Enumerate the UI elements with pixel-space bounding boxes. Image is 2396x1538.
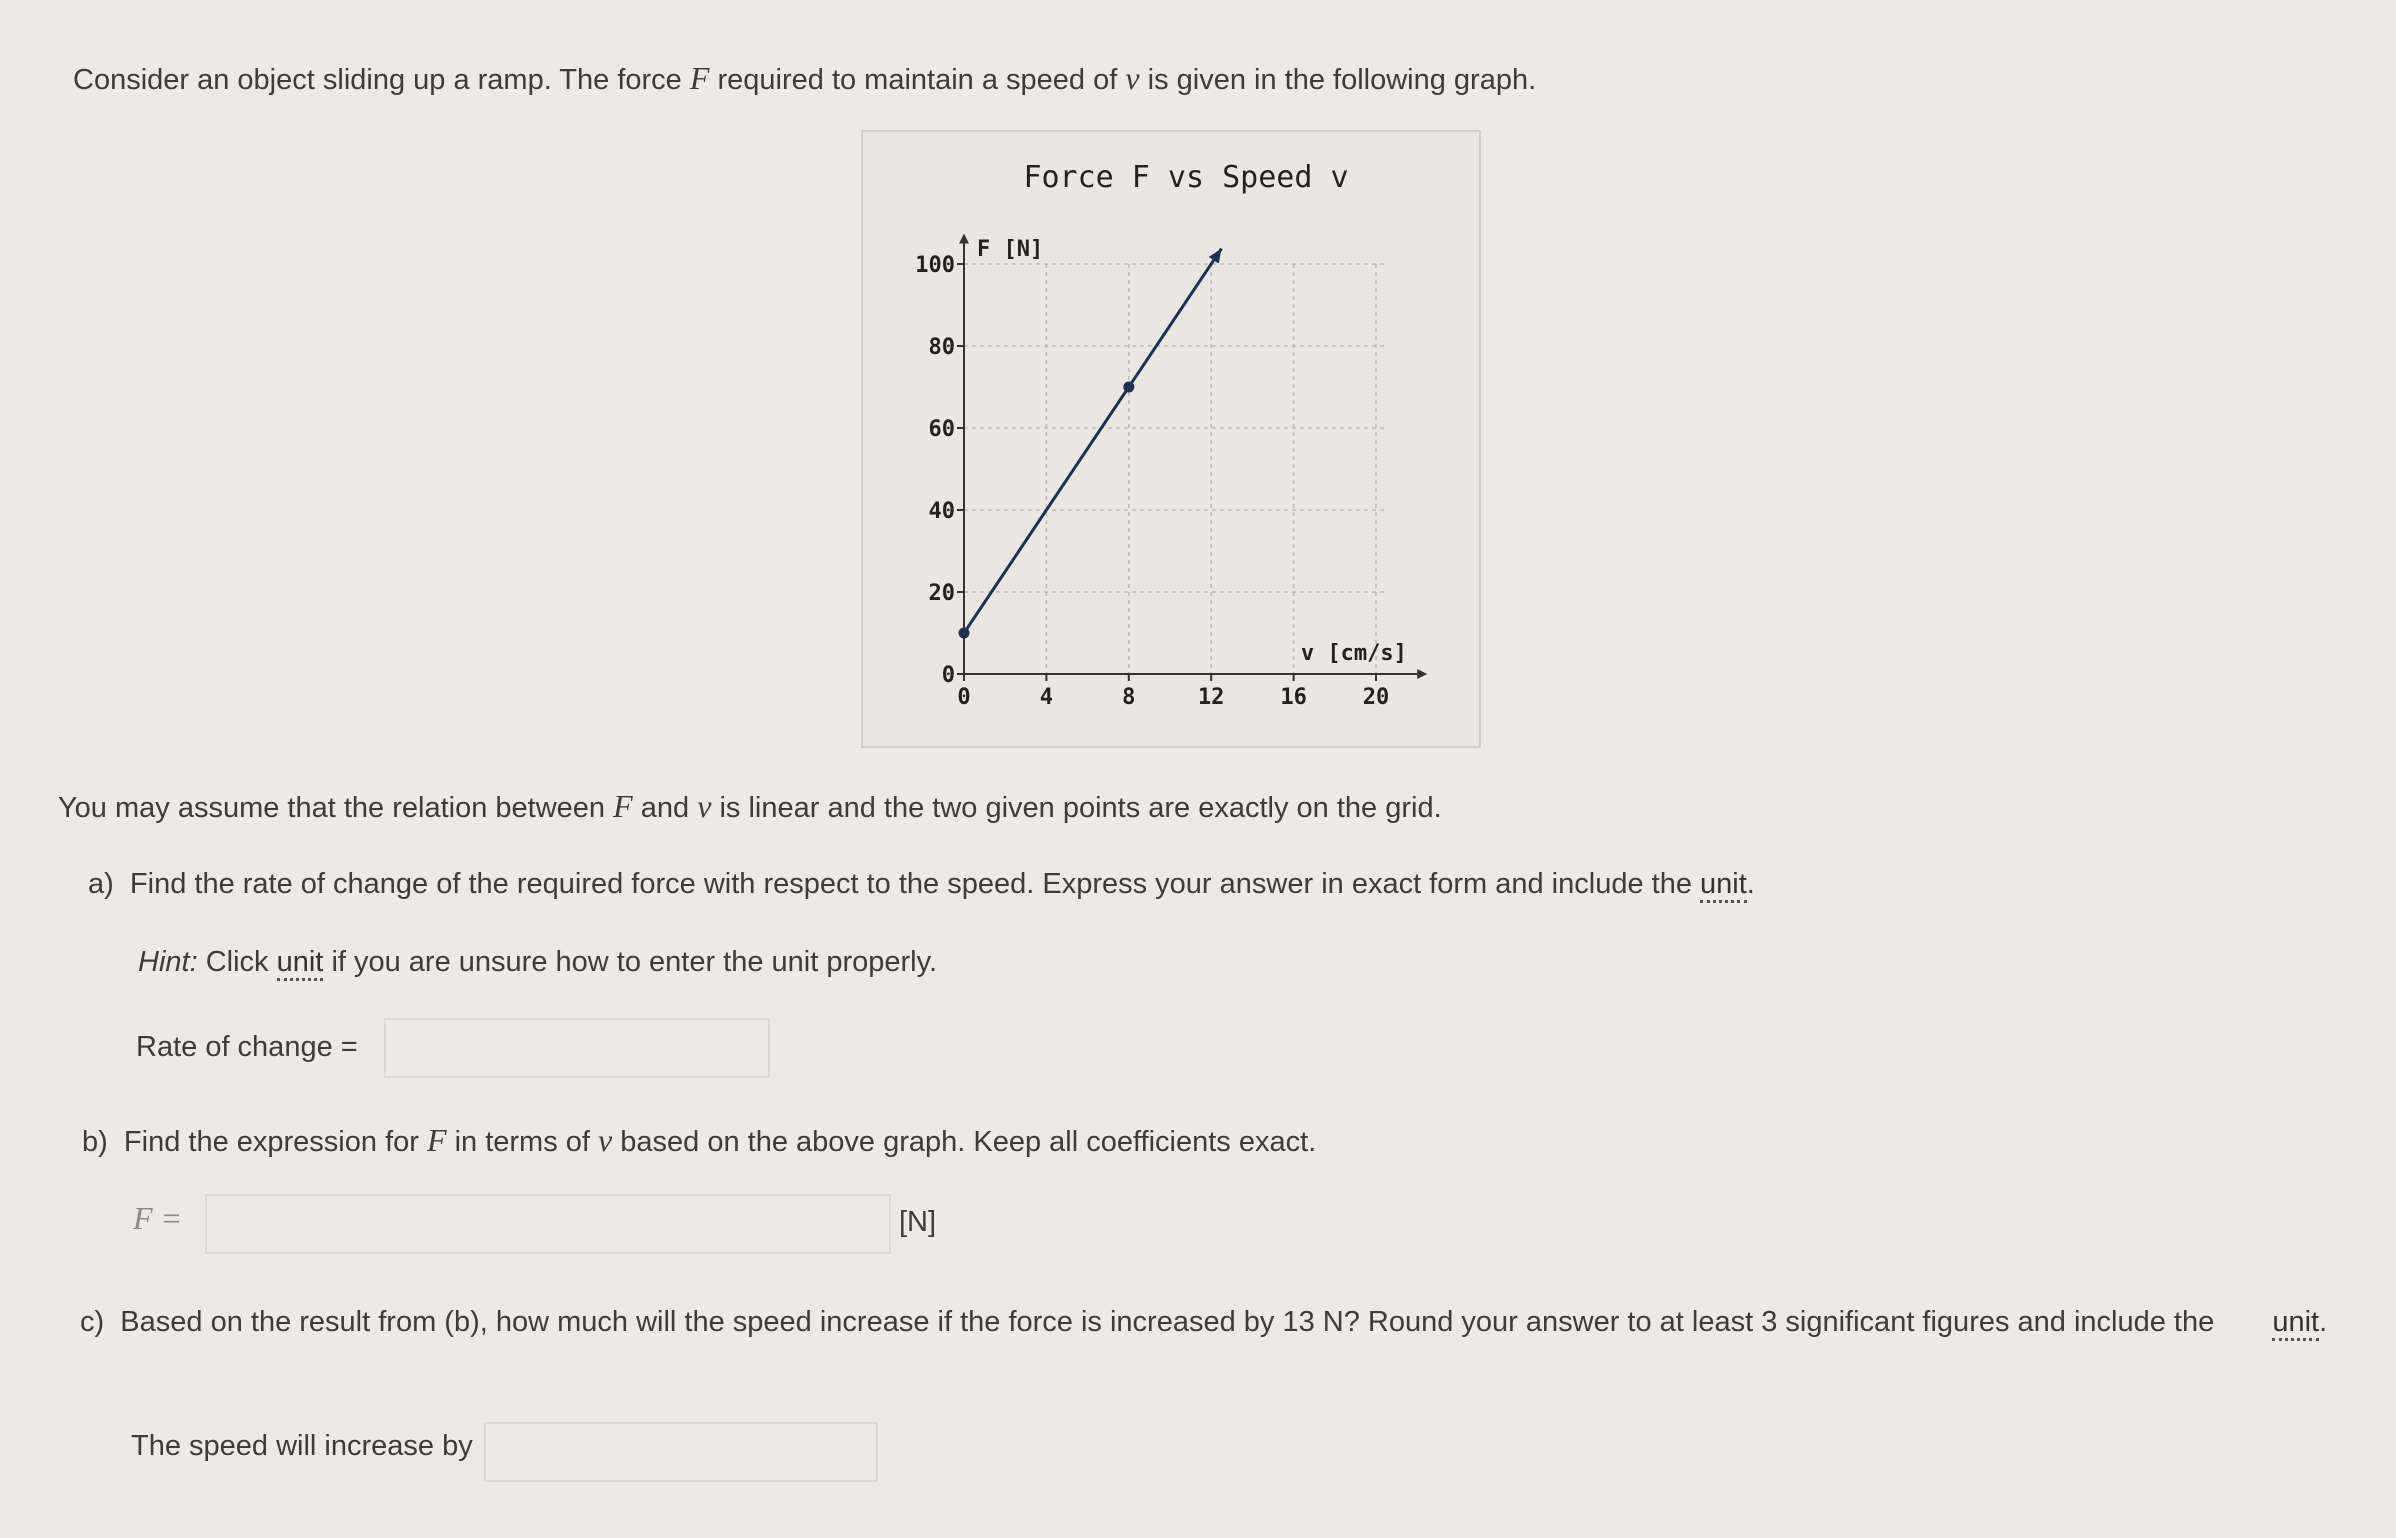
part-b-letter: b): [82, 1126, 108, 1158]
series-arrow-head: [1209, 249, 1222, 264]
x-axis-arrow: [1417, 669, 1427, 679]
force-speed-chart: [863, 132, 1479, 746]
x-tick-label: 0: [957, 685, 971, 710]
var-F: F: [613, 788, 633, 824]
hint-unit-link[interactable]: unit: [277, 946, 324, 981]
part-a-question: [88, 868, 1755, 901]
F-equals-label: F =: [133, 1200, 183, 1236]
y-tick-label: 40: [928, 499, 955, 524]
x-tick-label: 8: [1122, 685, 1136, 710]
part-b-question: [82, 1122, 1316, 1159]
y-tick-label: 100: [915, 253, 955, 278]
chart-title: Force F vs Speed v: [1023, 160, 1349, 195]
y-tick-label: 0: [941, 663, 955, 688]
assumption-part-2: and: [640, 792, 690, 824]
rate-of-change-input[interactable]: [384, 1018, 770, 1078]
part-b-text-pre: Find the expression for: [123, 1126, 419, 1158]
F-expression-input[interactable]: [205, 1194, 891, 1254]
var-v: v: [697, 788, 712, 824]
x-tick-label: 12: [1197, 685, 1225, 710]
part-b-text-post: based on the above graph. Keep all coefficients exact.: [620, 1126, 1317, 1158]
x-tick-label: 16: [1280, 685, 1307, 710]
assumption-part-3: is linear and the two given points are exactly on the grid.: [719, 792, 1442, 824]
x-tick-label: 20: [1362, 685, 1390, 710]
part-c-letter: c): [80, 1306, 105, 1338]
part-a-hint: [138, 946, 937, 979]
part-c-unit-link[interactable]: unit: [2272, 1306, 2319, 1341]
part-c-question: [80, 1300, 2340, 1344]
part-b-text-mid: in terms of: [454, 1126, 590, 1158]
series-line: [964, 249, 1222, 633]
part-c-period: .: [2319, 1306, 2328, 1338]
y-tick-label: 20: [928, 581, 955, 606]
chart-frame: [861, 130, 1481, 748]
data-point: [959, 628, 970, 639]
unit-help-link[interactable]: unit: [1700, 868, 1747, 903]
y-axis-arrow: [959, 234, 969, 244]
assumption-text: [58, 788, 1442, 825]
var-v: v: [598, 1122, 613, 1158]
x-axis-label: v [cm/s]: [1300, 641, 1407, 666]
part-a-text: Find the rate of change of the required force with respect to the speed. Express your answer in exact form and include the: [129, 868, 1692, 900]
var-F: F: [689, 60, 710, 96]
newton-unit-label: [N]: [899, 1206, 937, 1238]
part-a-period: .: [1746, 868, 1755, 900]
y-axis-label: F [N]: [977, 236, 1044, 262]
speed-increase-input[interactable]: [484, 1422, 878, 1482]
intro-part-2: required to maintain a speed of: [717, 64, 1118, 96]
var-v: v: [1125, 60, 1140, 96]
assumption-part-1: You may assume that the relation between: [58, 792, 606, 824]
intro-part-3: is given in the following graph.: [1147, 64, 1537, 96]
var-F: F: [426, 1122, 447, 1158]
y-tick-label: 80: [928, 335, 955, 360]
hint-post: if you are unsure how to enter the unit properly.: [331, 946, 938, 978]
hint-label: Hint:: [138, 946, 198, 978]
intro-part-1: Consider an object sliding up a ramp. The force: [73, 64, 682, 96]
data-point: [1123, 382, 1134, 393]
x-tick-label: 4: [1039, 685, 1054, 710]
speed-increase-label: The speed will increase by: [131, 1430, 473, 1462]
y-tick-label: 60: [928, 417, 955, 442]
rate-of-change-label: Rate of change =: [136, 1031, 358, 1063]
part-c-text: Based on the result from (b), how much will the speed increase if the force is increased by 13 N? Round your answer to at least 3 significant figures and include the: [120, 1306, 2215, 1338]
part-a-letter: a): [88, 868, 114, 900]
hint-pre: Click: [205, 946, 269, 978]
intro-text: [73, 60, 1536, 97]
